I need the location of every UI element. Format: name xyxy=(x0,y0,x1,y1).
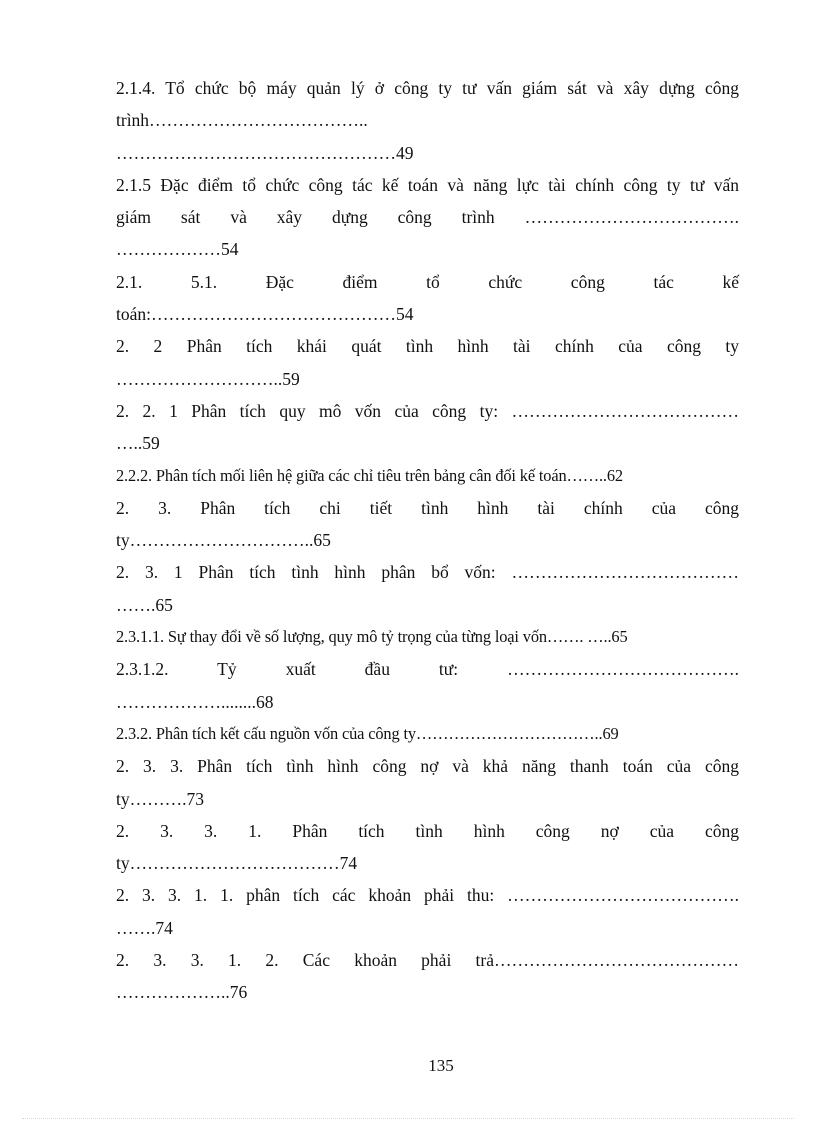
toc-entry xyxy=(116,330,739,395)
toc-entry xyxy=(116,72,739,137)
toc-entry-line1: 2.1.5 Đặc điểm tổ chức công tác kế toán và năng lực tài chính công ty tư vấn xyxy=(116,174,739,195)
toc-entry-line2: ty………………………………74 xyxy=(116,853,358,874)
toc-entry xyxy=(116,492,739,557)
toc-entry xyxy=(116,815,739,880)
toc-entry xyxy=(116,653,739,718)
toc-entry xyxy=(116,718,739,750)
toc-entry-line1: 2. 3. 3. 1. 2. Các khoản phải trả…………………………………… xyxy=(116,950,739,971)
toc-entry-line2: toán:……………………………………54 xyxy=(116,304,414,325)
toc-entry-line1: …………………………………………49 xyxy=(116,142,414,163)
toc-entry-line1: 2. 2. 1 Phân tích quy mô vốn của công ty: ………………………………… xyxy=(116,400,739,421)
toc-entry-line1: 2. 3. 3. 1. Phân tích tình hình công nợ của công xyxy=(116,820,739,841)
toc-entry-line2: ………………........68 xyxy=(116,691,274,712)
toc-entry-line1: 2.3.1.1. Sự thay đổi về số lượng, quy mô tỷ trọng của từng loại vốn……. …..65 xyxy=(116,627,628,647)
toc-entry-line1: 2. 2 Phân tích khái quát tình hình tài chính của công ty xyxy=(116,336,739,357)
toc-entry-line2: ty…………………………..65 xyxy=(116,530,331,551)
page-bottom-rule xyxy=(22,1118,794,1119)
page-number: 135 xyxy=(428,1056,454,1075)
toc-entry xyxy=(116,750,739,815)
toc-entry-line2: …….74 xyxy=(116,917,173,938)
toc-entry-line1: 2. 3. 3. Phân tích tình hình công nợ và khả năng thanh toán của công xyxy=(116,756,739,777)
toc-entry xyxy=(116,137,739,169)
toc-entry xyxy=(116,879,739,944)
table-of-contents xyxy=(116,72,739,1009)
toc-entry-line2: ………………………..59 xyxy=(116,368,300,389)
toc-entry-line2: …..59 xyxy=(116,433,160,454)
toc-entry-line1: 2.3.1.2. Tỷ xuất đầu tư: …………………………………. xyxy=(116,659,739,680)
toc-entry-line2: ………………..76 xyxy=(116,982,248,1003)
toc-entry xyxy=(116,266,739,331)
toc-entry xyxy=(116,460,739,492)
toc-entry-line1: ………………54 xyxy=(116,239,239,260)
toc-entry-line1: 2.1.4. Tổ chức bộ máy quản lý ở công ty tư vấn giám sát và xây dựng công xyxy=(116,78,739,98)
toc-entry-line1: 2. 3. 3. 1. 1. phân tích các khoản phải thu: …………………………………. xyxy=(116,885,739,906)
toc-entry xyxy=(116,556,739,621)
toc-entry xyxy=(116,395,739,460)
toc-entry-line1: 2.3.2. Phân tích kết cấu nguồn vốn của công ty……………………………..69 xyxy=(116,723,619,743)
toc-entry-line1: 2. 3. 1 Phân tích tình hình phân bổ vốn: ………………………………… xyxy=(116,562,739,583)
toc-entry-line2: giám sát và xây dựng công trình ………………………………. xyxy=(116,207,739,228)
toc-entry-line1: 2.1. 5.1. Đặc điểm tổ chức công tác kế xyxy=(116,271,739,292)
toc-entry-line1: 2. 3. Phân tích chi tiết tình hình tài chính của công xyxy=(116,497,739,518)
toc-entry xyxy=(116,233,739,265)
toc-entry-line2: …….65 xyxy=(116,594,173,615)
toc-entry-line2: ty……….73 xyxy=(116,788,204,809)
toc-entry-line2: trình……………………………….. xyxy=(116,110,368,131)
toc-entry-line1: 2.2.2. Phân tích mối liên hệ giữa các chỉ tiêu trên bảng cân đối kế toán……..62 xyxy=(116,465,623,485)
toc-entry xyxy=(116,169,739,234)
toc-entry xyxy=(116,621,739,653)
toc-entry xyxy=(116,944,739,1009)
